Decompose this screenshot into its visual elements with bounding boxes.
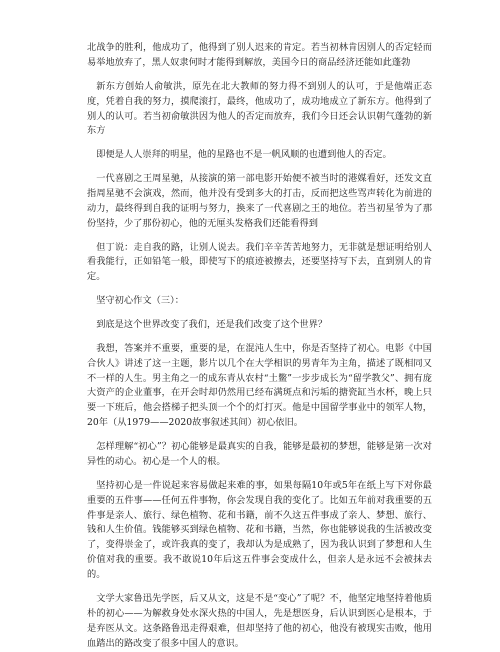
paragraph-chinese-partners: 我想，答案并不重要，重要的是，在混沌人生中，你是否坚持了初心。电影《中国合伙人》讲述了这一主题，影片以几个在大学相识的男青年为主角，描述了既相同又不一样的人生。男主角之一的成东青从农村“土鳖”一步步成长为“留学教父”、拥有庞大资产的企业董事，在开会时却仍然用已经布满斑点和污垢的搪瓷缸当水杯，晚上只要一下班后，他会搭梯子把头顶一个个的灯打灭。他是中国留学事业中的领军人物，20年（从1979——2020故事叙述其间）初心依旧。 [87,342,432,429]
document-body [87,41,432,652]
section-heading: 坚守初心作文（三）： [96,295,184,307]
paragraph-dante-quote: 但丁说：走自我的路，让别人说去。我们辛辛苦苦地努力，无非就是想证明给别人看我能行，正如铅笔一般，即使写下的痕迹被擦去，还要坚持写下去，直到别人的肯定。 [87,241,432,283]
paragraph-lu-xun: 文学大家鲁迅先学医，后又从文，这是不是“变心”了呢？不，他坚定地坚持着他质朴的初心——为解救身处水深火热的中国人，先是想医身，后认识到医心是根本，于是弃医从文。这条路鲁迅走得艰难，但却坚持了他的初心，他没有被现实击败，他用血踏出的路改变了很多中国人的意识。 [87,593,432,649]
paragraph-question: 到底是这个世界改变了我们，还是我们改变了这个世界？ [96,318,328,330]
paragraph-five-things: 坚持初心是一件说起来容易做起来难的事，如果每隔10年或5年在纸上写下对你最重要的五件事——任何五件事物，你会发现自我的变化了。比如五年前对我重要的五件事是亲人、旅行、绿色植物、花和书籍，前不久这五件事成了亲人、梦想、旅行、钱和人生价值。钱能够买到绿色植物、花和书籍，当然，你也能够说我的生活被改变了，变得崇金了，或许我真的变了，我却认为是成熟了，因为我认识到了梦想和人生价值对我的重要。我不敢说10年后这五件事会变成什么，但亲人是永远不会被抹去的。 [87,479,432,581]
paragraph-star-denial: 即便是人人崇拜的明星，他的星路也不是一帆风顺的也遭到他人的否定。 [96,149,392,161]
paragraph-lincoln-ending: 北战争的胜利，他成功了，他得到了别人迟来的肯定。若当初林肯因别人的否定轻而易举地放弃了，黑人奴隶何时才能得到解放，美国今日的商品经济还能如此蓬勃 [87,42,432,68]
paragraph-yu-minhong: 新东方创始人俞敏洪，原先在北大教师的努力得不到别人的认可，于是他端正态度，凭着自我的努力，摸爬滚打，最终，他成功了，成功地成立了新东方。他得到了别人的认可。若当初俞敏洪因为他人的否定而放弃，我们今日还会认识朝气蓬勃的新东方 [87,80,432,137]
paragraph-stephen-chow: 一代喜剧之王周星驰，从接演的第一部电影开始便不被当时的港媒看好，还发文直指周星驰不会演戏，然而，他并没有受到多大的打击，反而把这些骂声转化为前进的动力，最终得到自我的证明与努力，换来了一代喜剧之王的地位。若当初星爷为了那份坚持，少了那份初心，他的无厘头发格我们还能看得到 [87,173,432,229]
paragraph-understanding-original-intention: 怎样理解“初心”？初心能够是最真实的自我，能够是最初的梦想，能够是第一次对异性的动心。初心是一个人的根。 [87,441,432,467]
